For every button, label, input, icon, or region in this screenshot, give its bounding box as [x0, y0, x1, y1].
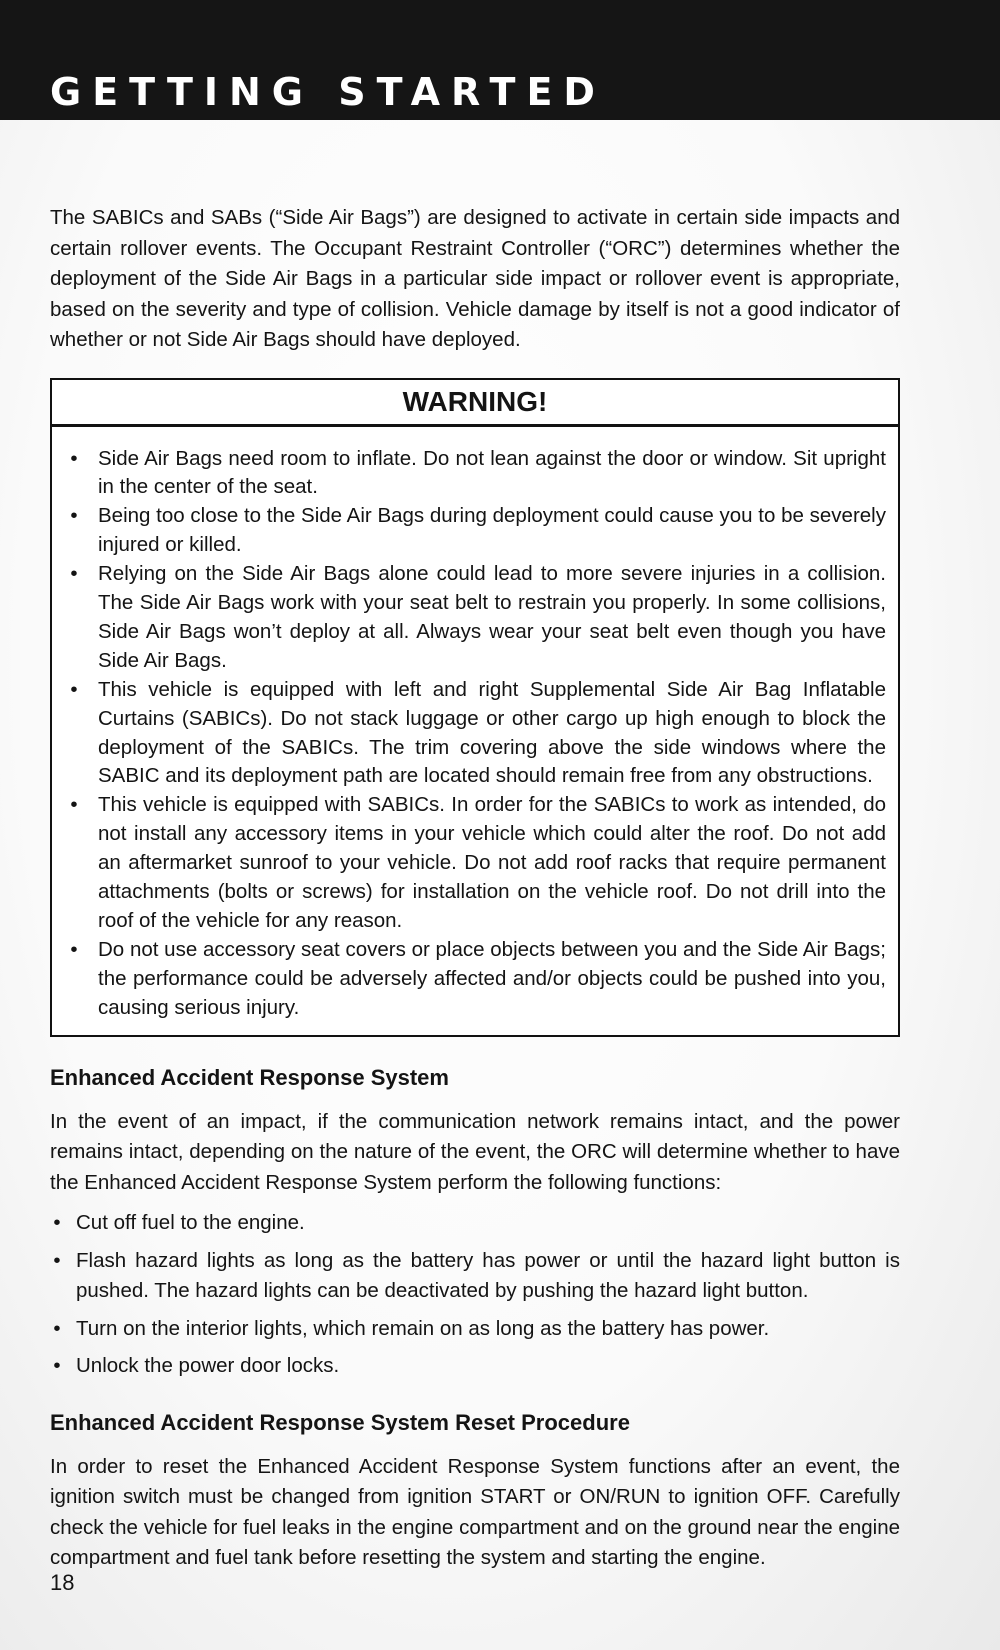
- bullet-icon: •: [70, 504, 78, 528]
- reset-paragraph: In order to reset the Enhanced Accident Response System functions after an event, the ignition switch must be changed from ignition START or ON/RUN to ignition OFF. Carefully check the vehicle for fuel leaks in the engine compartment and on the ground near the engine compartment and fuel tank before resetting the system and starting the engine.: [50, 1454, 900, 1570]
- warning-item: [64, 502, 886, 560]
- list-item: [50, 1208, 900, 1239]
- list-item-text: Cut off fuel to the engine.: [76, 1211, 305, 1235]
- bullet-icon: •: [70, 937, 78, 961]
- ears-paragraph: In the event of an impact, if the communication network remains intact, and the power remains intact, depending on the nature of the event, the ORC will determine whether to have the Enhanced Accident Response System perform the following functions:: [50, 1109, 900, 1194]
- bullet-icon: •: [53, 1211, 61, 1235]
- warning-item-text: Being too close to the Side Air Bags during deployment could cause you to be severely injured or killed.: [98, 504, 886, 557]
- bullet-icon: •: [70, 793, 78, 817]
- page-number: 18: [50, 1570, 75, 1595]
- list-item-text: Unlock the power door locks.: [76, 1354, 340, 1378]
- warning-item-text: Do not use accessory seat covers or place objects between you and the Side Air Bags; the performance could be adversely affected and/or objects could be pushed into you, causing serious injury.: [98, 937, 886, 1019]
- warning-title: WARNING!: [52, 380, 898, 427]
- section-title: GETTING STARTED: [50, 70, 606, 114]
- warning-item: [64, 791, 886, 936]
- section-heading-ears: Enhanced Accident Response System: [50, 1064, 449, 1090]
- list-item-text: Flash hazard lights as long as the battery has power or until the hazard light button is pushed. The hazard lights can be deactivated by pushing the hazard light button.: [76, 1248, 900, 1303]
- bullet-icon: •: [70, 562, 78, 586]
- warning-item-text: This vehicle is equipped with SABICs. In order for the SABICs to work as intended, do not install any accessory items in your vehicle which could alter the roof. Do not add an aftermarket sunroof to your vehicle. Do not add roof racks that require permanent attachments (bolts or screws) for installation on the vehicle roof. Do not drill into the roof of the vehicle for any reason.: [98, 793, 886, 932]
- list-item: [50, 1246, 900, 1307]
- list-item: [50, 1351, 900, 1382]
- bullet-icon: •: [70, 677, 78, 701]
- bullet-icon: •: [53, 1316, 61, 1340]
- warning-item: [64, 445, 886, 503]
- ears-function-list: [50, 1208, 900, 1382]
- warning-item: [64, 676, 886, 792]
- warning-item-text: This vehicle is equipped with left and right Supplemental Side Air Bag Inflatable Curtains (SABICs). Do not stack luggage or other cargo up high enough to block the deployment of the SABICs. The trim covering above the side windows where the SABIC and its deployment path are located should remain free from any obstructions.: [98, 677, 886, 788]
- warning-box: [50, 378, 900, 1037]
- warning-item: [64, 560, 886, 676]
- list-item: [50, 1314, 900, 1345]
- warning-item-text: Side Air Bags need room to inflate. Do not lean against the door or window. Sit upright in the center of the seat.: [98, 446, 886, 499]
- section-heading-reset: Enhanced Accident Response System Reset Procedure: [50, 1409, 630, 1435]
- page-header: [0, 0, 1000, 120]
- warning-list: [52, 427, 898, 1035]
- warning-item: [64, 936, 886, 1023]
- warning-item-text: Relying on the Side Air Bags alone could lead to more severe injuries in a collision. The Side Air Bags work with your seat belt to restrain you properly. In some collisions, Side Air Bags won’t deploy at all. Always wear your seat belt even though you have Side Air Bags.: [98, 562, 886, 672]
- bullet-icon: •: [53, 1248, 61, 1272]
- page-content: [50, 203, 900, 1574]
- list-item-text: Turn on the interior lights, which remain on as long as the battery has power.: [76, 1316, 770, 1340]
- intro-paragraph: The SABICs and SABs (“Side Air Bags”) are designed to activate in certain side impacts and certain rollover events. The Occupant Restraint Controller (“ORC”) determines whether the deployment of the Side Air Bags in a particular side impact or rollover event is appropriate, based on the severity and type of collision. Vehicle damage by itself is not a good indicator of whether or not Side Air Bags should have deployed.: [50, 206, 900, 351]
- bullet-icon: •: [53, 1354, 61, 1378]
- bullet-icon: •: [70, 446, 78, 470]
